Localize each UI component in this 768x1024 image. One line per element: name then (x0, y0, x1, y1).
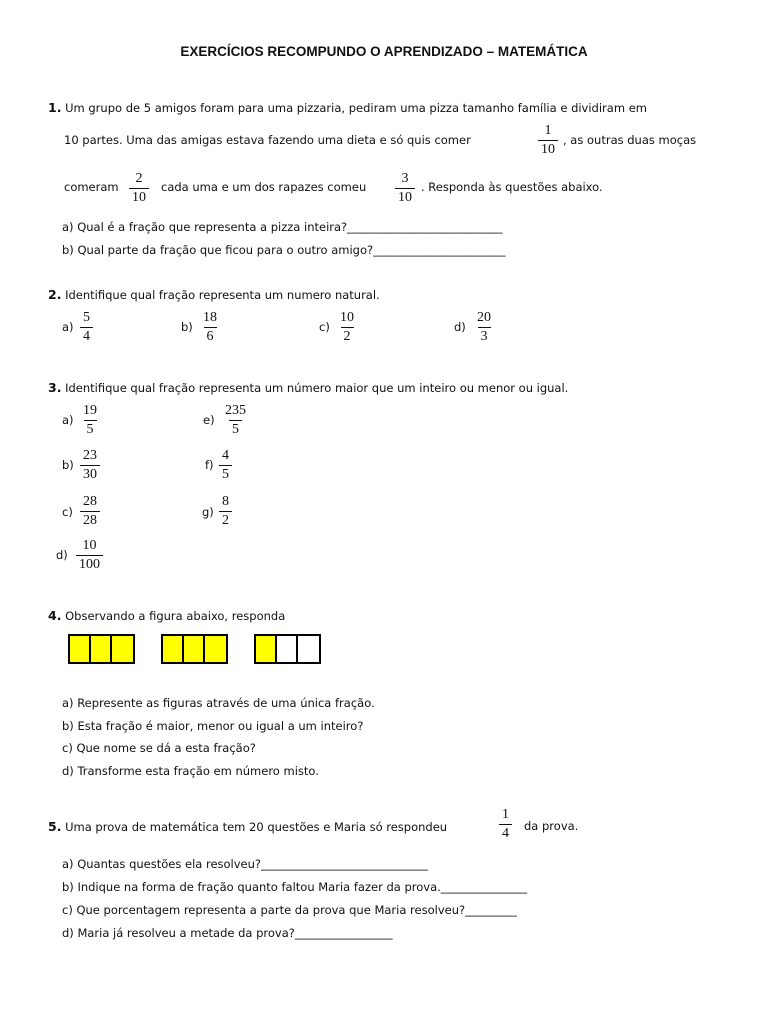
q2-option-label: d) (454, 320, 466, 334)
fraction-numerator: 28 (83, 494, 97, 509)
question-5-item-d: d) Maria já resolveu a metade da prova?_________________ (62, 926, 393, 940)
q2-option-fraction (474, 310, 494, 345)
q3-option-fraction (222, 403, 249, 438)
fraction-denominator: 4 (80, 327, 93, 345)
shaded-cell (91, 636, 112, 662)
q2-option-fraction (200, 310, 220, 345)
fraction-denominator: 2 (219, 511, 232, 529)
fraction-denominator: 6 (204, 327, 217, 345)
fraction-numerator: 1 (544, 123, 552, 138)
question-1-line3c: . Responda às questões abaixo. (421, 180, 603, 194)
q3-option-fraction (219, 494, 232, 529)
fraction-numerator: 235 (225, 403, 246, 418)
page-title: EXERCÍCIOS RECOMPUNDO O APRENDIZADO – MATEMÁTICA (180, 44, 588, 59)
question-4-item-b: b) Esta fração é maior, menor ou igual a um inteiro? (62, 719, 364, 733)
question-3-text: Identifique qual fração representa um número maior que um inteiro ou menor ou igual. (65, 381, 569, 395)
question-1-line2b: , as outras duas moças (563, 133, 697, 147)
q3-option-label: b) (62, 458, 74, 472)
fraction-denominator: 3 (478, 327, 491, 345)
fraction-denominator: 28 (80, 511, 100, 529)
question-2-text: Identifique qual fração representa um numero natural. (65, 288, 380, 302)
fraction-q5 (499, 807, 512, 842)
question-1-line1: Um grupo de 5 amigos foram para uma pizzaria, pediram uma pizza tamanho família e dividiram em (65, 101, 647, 115)
fraction-denominator: 10 (538, 140, 558, 158)
question-5-item-b: b) Indique na forma de fração quanto faltou Maria fazer da prova._______________ (62, 880, 528, 894)
question-4-item-a: a) Represente as figuras através de uma única fração. (62, 696, 375, 710)
fraction-numerator: 3 (401, 171, 409, 186)
question-1-line3a: comeram (64, 180, 119, 194)
fraction-numerator: 5 (83, 310, 90, 325)
question-2-intro (48, 287, 380, 302)
shaded-cell (70, 636, 91, 662)
question-1-line2a: 10 partes. Uma das amigas estava fazendo uma dieta e só quis comer (64, 133, 471, 147)
question-4-item-c: c) Que nome se dá a esta fração? (62, 741, 256, 755)
fraction-box (68, 634, 135, 664)
q3-option-label: f) (205, 458, 214, 472)
question-1-intro (48, 100, 647, 115)
q3-option-label: e) (203, 413, 215, 427)
shaded-cell (163, 636, 184, 662)
fraction-numerator: 2 (135, 171, 143, 186)
fraction-numerator: 4 (222, 448, 229, 463)
fraction-numerator: 8 (222, 494, 229, 509)
q2-option-fraction (80, 310, 93, 345)
fraction-numerator: 1 (502, 807, 509, 822)
q3-option-label: c) (62, 505, 73, 519)
question-4-item-d: d) Transforme esta fração em número misto. (62, 764, 319, 778)
q2-option-label: a) (62, 320, 74, 334)
fraction-numerator: 10 (340, 310, 354, 325)
q3-option-label: d) (56, 548, 68, 562)
q2-option-label: c) (319, 320, 330, 334)
fraction-numerator: 18 (203, 310, 217, 325)
question-3-number: 3. (48, 380, 62, 395)
fraction-denominator: 5 (84, 420, 97, 438)
fraction-denominator: 30 (80, 465, 100, 483)
question-4-text: Observando a figura abaixo, responda (65, 609, 286, 623)
empty-cell (277, 636, 298, 662)
question-1-item-b: b) Qual parte da fração que ficou para o outro amigo?_______________________ (62, 243, 506, 257)
question-2-number: 2. (48, 287, 62, 302)
q3-option-fraction (80, 494, 100, 529)
fraction-denominator: 100 (76, 555, 103, 573)
fraction-numerator: 19 (83, 403, 97, 418)
shaded-cell (112, 636, 133, 662)
fraction-numerator: 10 (82, 538, 97, 553)
fraction-denominator: 5 (229, 420, 242, 438)
empty-cell (298, 636, 319, 662)
fraction-denominator: 10 (395, 188, 415, 206)
fraction-box (254, 634, 321, 664)
question-5-item-a: a) Quantas questões ela resolveu?_____________________________ (62, 857, 428, 871)
q3-option-fraction (80, 403, 100, 438)
q3-option-fraction (76, 538, 103, 573)
fraction-box (161, 634, 228, 664)
fraction-q1-1 (538, 123, 558, 158)
question-4-number: 4. (48, 608, 62, 623)
q3-option-fraction (219, 448, 232, 483)
fraction-numerator: 23 (83, 448, 97, 463)
q3-option-label: a) (62, 413, 74, 427)
question-3-intro (48, 380, 568, 395)
fraction-numerator: 20 (477, 310, 491, 325)
question-1-number: 1. (48, 100, 62, 115)
fraction-denominator: 10 (129, 188, 149, 206)
q3-option-fraction (80, 448, 100, 483)
question-5-text-end: da prova. (524, 819, 579, 833)
fraction-q1-2 (129, 171, 149, 206)
question-5-text: Uma prova de matemática tem 20 questões e Maria só respondeu (65, 820, 448, 834)
question-4-intro (48, 608, 285, 623)
fraction-q1-3 (395, 171, 415, 206)
question-5-intro (48, 819, 447, 834)
question-1-line3b: cada uma e um dos rapazes comeu (161, 180, 367, 194)
fraction-denominator: 4 (499, 824, 512, 842)
shaded-cell (256, 636, 277, 662)
fraction-denominator: 5 (219, 465, 232, 483)
question-1-item-a: a) Qual é a fração que representa a pizza inteira?___________________________ (62, 220, 503, 234)
question-5-item-c: c) Que porcentagem representa a parte da prova que Maria resolveu?_________ (62, 903, 517, 917)
shaded-cell (184, 636, 205, 662)
shaded-cell (205, 636, 226, 662)
question-5-number: 5. (48, 819, 62, 834)
q2-option-fraction (337, 310, 357, 345)
q2-option-label: b) (181, 320, 193, 334)
fraction-denominator: 2 (341, 327, 354, 345)
q3-option-label: g) (202, 505, 214, 519)
